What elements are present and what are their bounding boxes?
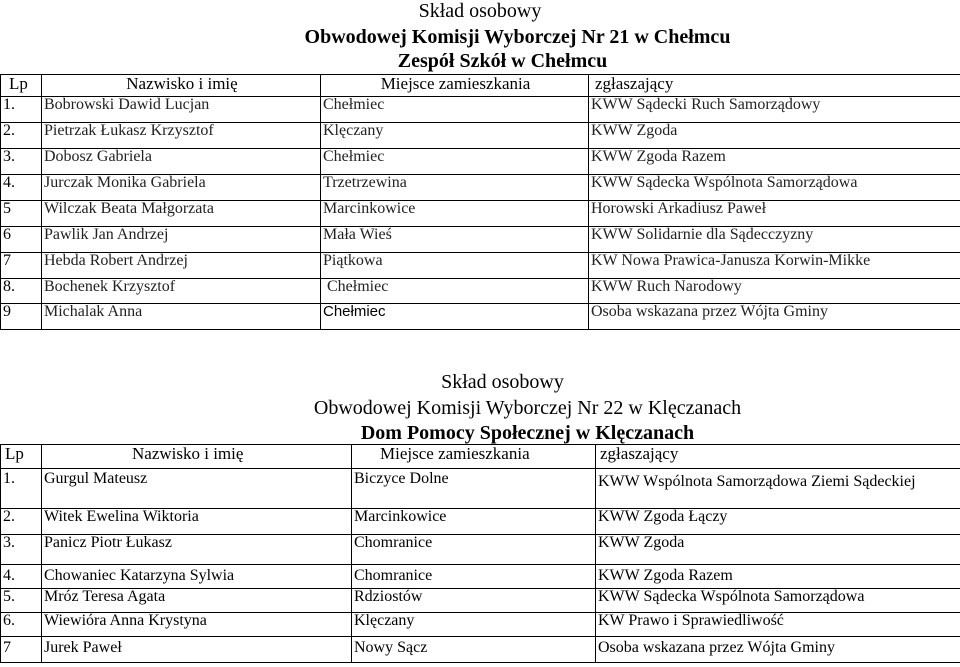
row-party: Horowski Arkadiusz Paweł: [589, 201, 960, 227]
row-party: KWW Sądecka Wspólnota Samorządowa: [589, 175, 960, 201]
row-name: Wilczak Beata Małgorzata: [42, 201, 321, 227]
row-place: Piątkowa: [321, 253, 589, 279]
row-party: KWW Wspólnota Samorządowa Ziemi Sądeckiej: [596, 469, 960, 509]
table-row: [1, 227, 960, 253]
row-lp: 5.: [1, 589, 42, 613]
row-party: Osoba wskazana przez Wójta Gminy: [589, 304, 960, 330]
table-row: [1, 509, 960, 535]
header-lp: Lp: [1, 75, 42, 97]
table-row: [1, 253, 960, 279]
row-place: Marcinkowice: [321, 201, 589, 227]
row-name: Bobrowski Dawid Lucjan: [42, 97, 321, 123]
committee-22-location: Dom Pomocy Społecznej w Klęczanach: [360, 422, 695, 444]
row-name: Pawlik Jan Andrzej: [42, 227, 321, 253]
row-name: Bochenek Krzysztof: [42, 279, 321, 304]
committee-21-location: Zespół Szkół w Chełmcu: [397, 50, 608, 72]
row-party: KW Nowa Prawica-Janusza Korwin-Mikke: [589, 253, 960, 279]
row-place: Marcinkowice: [352, 509, 596, 535]
row-lp: 4.: [1, 175, 42, 201]
header-place: Miejsce zamieszkania: [352, 445, 596, 469]
header-name: Nazwisko i imię: [42, 75, 321, 97]
row-lp: 5: [1, 201, 42, 227]
row-lp: 3.: [1, 535, 42, 565]
row-place: Chełmiec: [321, 304, 589, 330]
table-row: [1, 589, 960, 613]
committee-21-subtitle: Obwodowej Komisji Wyborczej Nr 21 w Chełmcu: [304, 26, 731, 48]
table-row: [1, 535, 960, 565]
row-name: Panicz Piotr Łukasz: [42, 535, 352, 565]
row-name: Chowaniec Katarzyna Sylwia: [42, 565, 352, 589]
header-lp: Lp: [1, 445, 42, 469]
table-row: [1, 123, 960, 149]
row-place: Klęczany: [321, 123, 589, 149]
table-row: [1, 97, 960, 123]
row-place: Chomranice: [352, 535, 596, 565]
table-row: [1, 175, 960, 201]
table-header-row: [1, 445, 960, 469]
committee-21-title: Skład osobowy: [418, 0, 542, 22]
row-lp: 8.: [1, 279, 42, 304]
row-place: Chełmiec: [321, 97, 589, 123]
row-lp: 1.: [1, 469, 42, 509]
row-place: Rdziostów: [352, 589, 596, 613]
row-place: Klęczany: [352, 613, 596, 637]
row-lp: 6: [1, 227, 42, 253]
row-party: KW Prawo i Sprawiedliwość: [596, 613, 960, 637]
row-lp: 9: [1, 304, 42, 330]
row-place: Trzetrzewina: [321, 175, 589, 201]
row-name: Witek Ewelina Wiktoria: [42, 509, 352, 535]
row-name: Pietrzak Łukasz Krzysztof: [42, 123, 321, 149]
row-party: KWW Zgoda: [596, 535, 960, 565]
header-party: zgłaszający: [589, 75, 960, 97]
row-name: Hebda Robert Andrzej: [42, 253, 321, 279]
row-name: Dobosz Gabriela: [42, 149, 321, 175]
row-name: Mróz Teresa Agata: [42, 589, 352, 613]
table-row: [1, 201, 960, 227]
row-party: KWW Sądecki Ruch Samorządowy: [589, 97, 960, 123]
table-row: [1, 279, 960, 304]
committee-22-subtitle: Obwodowej Komisji Wyborczej Nr 22 w Klęczanach: [313, 397, 742, 419]
row-lp: 2.: [1, 509, 42, 535]
table-row: [1, 637, 960, 663]
row-lp: 1.: [1, 97, 42, 123]
committee-21-table: [0, 74, 960, 330]
row-place: Biczyce Dolne: [352, 469, 596, 509]
row-place: Chełmiec: [321, 279, 589, 304]
row-place: Chomranice: [352, 565, 596, 589]
row-lp: 3.: [1, 149, 42, 175]
committee-22-table: [0, 444, 960, 663]
header-place: Miejsce zamieszkania: [321, 75, 589, 97]
row-party: KWW Sądecka Wspólnota Samorządowa: [596, 589, 960, 613]
header-party: zgłaszający: [596, 445, 960, 469]
row-party: KWW Zgoda Razem: [589, 149, 960, 175]
table-row: [1, 304, 960, 330]
table-row: [1, 565, 960, 589]
row-name: Gurgul Mateusz: [42, 469, 352, 509]
row-party: KWW Ruch Narodowy: [589, 279, 960, 304]
table-header-row: [1, 75, 960, 97]
row-party: KWW Solidarnie dla Sądecczyzny: [589, 227, 960, 253]
row-name: Jurek Paweł: [42, 637, 352, 663]
table-row: [1, 613, 960, 637]
committee-22-title: Skład osobowy: [441, 371, 564, 393]
table-row: [1, 469, 960, 509]
row-party: Osoba wskazana przez Wójta Gminy: [596, 637, 960, 663]
row-lp: 7: [1, 253, 42, 279]
row-place: Mała Wieś: [321, 227, 589, 253]
row-name: Wiewióra Anna Krystyna: [42, 613, 352, 637]
row-lp: 7: [1, 637, 42, 663]
row-lp: 2.: [1, 123, 42, 149]
row-name: Michalak Anna: [42, 304, 321, 330]
row-name: Jurczak Monika Gabriela: [42, 175, 321, 201]
row-place: Nowy Sącz: [352, 637, 596, 663]
row-lp: 6.: [1, 613, 42, 637]
row-party: KWW Zgoda: [589, 123, 960, 149]
row-place: Chełmiec: [321, 149, 589, 175]
row-lp: 4.: [1, 565, 42, 589]
header-name: Nazwisko i imię: [42, 445, 352, 469]
row-party: KWW Zgoda Razem: [596, 565, 960, 589]
row-party: KWW Zgoda Łączy: [596, 509, 960, 535]
table-row: [1, 149, 960, 175]
